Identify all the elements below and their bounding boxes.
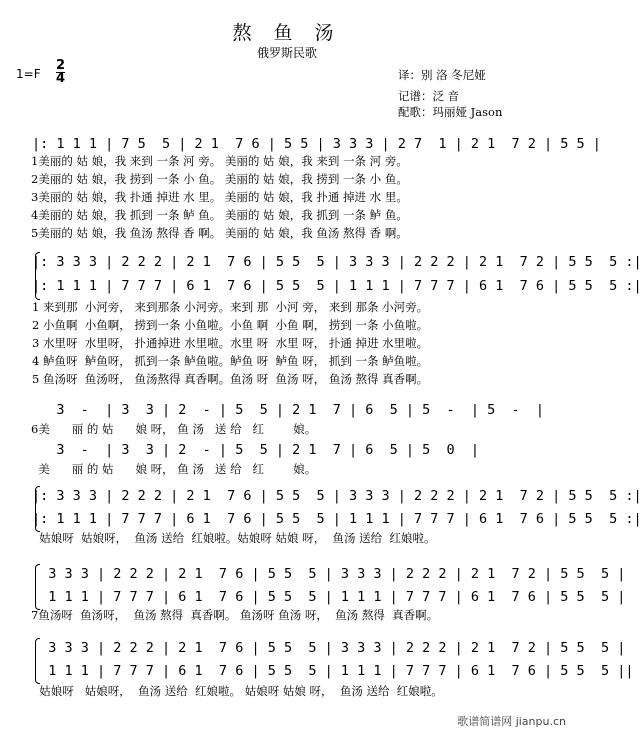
credit-translators: 译：别 洛 冬尼娅 [398, 68, 486, 82]
key-signature: 1=F [16, 67, 41, 81]
lyric-line: 姑娘呀 姑娘呀， 鱼汤 送给 红娘啦。姑娘呀 姑娘 呀， 鱼汤 送给 红娘啦。 [32, 531, 436, 545]
staff-line-lower: |: 1 1 1 | 7 7 7 | 6 1 7 6 | 5 5 5 | 1 1 1 | 7 7 7 | 6 1 7 6 | 5 5 5 :| [32, 278, 642, 294]
lyric-line: 美 丽 的 姑 娘 呀， 鱼 汤 送 给 红 娘。 [31, 462, 317, 476]
staff-line-lower: 1 1 1 | 7 7 7 | 6 1 7 6 | 5 5 5 | 1 1 1 | 7 7 7 | 6 1 7 6 | 5 5 5 || [32, 663, 634, 679]
lyric-line: 1 来到那 小河旁， 来到那条 小河旁。来到 那 小河 旁， 来到 那条 小河旁。 [32, 300, 429, 314]
staff-line-upper: 3 3 3 | 2 2 2 | 2 1 7 6 | 5 5 5 | 3 3 3 | 2 2 2 | 2 1 7 2 | 5 5 5 | [32, 640, 626, 656]
credit-notation: 记谱：泛 音 [398, 89, 460, 103]
time-signature [56, 60, 65, 85]
lyric-line: 4美丽的 姑 娘，我 抓到 一条 鲈 鱼。 美丽的 姑 娘，我 抓到 一条 鲈 鱼。 [31, 208, 408, 222]
lyric-line: 5美丽的 姑 娘，我 鱼汤 熬得 香 啊。 美丽的 姑 娘，我 鱼汤 熬得 香 啊。 [31, 226, 408, 240]
lyric-line: 6美 丽 的 姑 娘 呀， 鱼 汤 送 给 红 娘。 [31, 422, 317, 436]
staff-line: |: 1 1 1 | 7 5 5 | 2 1 7 6 | 5 5 | 3 3 3 | 2 7 1 | 2 1 7 2 | 5 5 | [32, 136, 601, 152]
lyric-line: 4 鲈鱼呀 鲈鱼呀， 抓到一条 鲈鱼啦。鲈鱼 呀 鲈鱼 呀， 抓到 一条 鲈鱼啦。 [32, 354, 429, 368]
page-subtitle: 俄罗斯民歌 [256, 46, 317, 60]
lyric-line: 2 小鱼啊 小鱼啊， 捞到一条 小鱼啦。小鱼 啊 小鱼 啊， 捞到 一条 小鱼啦。 [32, 318, 429, 332]
lyric-line: 5 鱼汤呀 鱼汤呀， 鱼汤熬得 真香啊。鱼汤 呀 鱼汤 呀， 鱼汤 熬得 真香啊。 [32, 372, 429, 386]
lyric-line: 2美丽的 姑 娘，我 捞到 一条 小 鱼。 美丽的 姑 娘，我 捞到 一条 小 鱼。 [31, 172, 408, 186]
lyric-line: 7鱼汤呀 鱼汤呀， 鱼汤 熬得 真香啊。 鱼汤呀 鱼汤 呀， 鱼汤 熬得 真香啊。 [31, 608, 439, 622]
staff-line: 3 - | 3 3 | 2 - | 5 5 | 2 1 7 | 6 5 | 5 0 | [32, 442, 480, 458]
site-watermark: 歌谱简谱网 jianpu.cn [457, 715, 566, 728]
staff-line: 3 - | 3 3 | 2 - | 5 5 | 2 1 7 | 6 5 | 5 - | 5 - | [32, 402, 545, 418]
page-title: 熬 鱼 汤 [232, 22, 342, 44]
lyric-line: 3美丽的 姑 娘，我 扑通 掉进 水 里。 美丽的 姑 娘，我 扑通 掉进 水 里。 [31, 190, 408, 204]
lyric-line: 1美丽的 姑 娘，我 来到 一条 河 旁。 美丽的 姑 娘，我 来到 一条 河 旁。 [31, 154, 408, 168]
time-signature-bottom: 4 [56, 71, 66, 86]
credit-arranger: 配歌：玛丽娅 Jason [398, 105, 503, 119]
lyric-line: 姑娘呀 姑娘呀， 鱼汤 送给 红娘啦。 姑娘呀 姑娘 呀， 鱼汤 送给 红娘啦。 [32, 684, 443, 698]
time-signature-top: 2 [56, 58, 66, 73]
staff-line-lower: |: 1 1 1 | 7 7 7 | 6 1 7 6 | 5 5 5 | 1 1 1 | 7 7 7 | 6 1 7 6 | 5 5 5 :| [32, 511, 642, 527]
staff-line-lower: 1 1 1 | 7 7 7 | 6 1 7 6 | 5 5 5 | 1 1 1 | 7 7 7 | 6 1 7 6 | 5 5 5 | [32, 589, 626, 605]
staff-line-upper: |: 3 3 3 | 2 2 2 | 2 1 7 6 | 5 5 5 | 3 3 3 | 2 2 2 | 2 1 7 2 | 5 5 5 :| [32, 488, 642, 504]
staff-line-upper: 3 3 3 | 2 2 2 | 2 1 7 6 | 5 5 5 | 3 3 3 | 2 2 2 | 2 1 7 2 | 5 5 5 | [32, 566, 626, 582]
staff-line-upper: |: 3 3 3 | 2 2 2 | 2 1 7 6 | 5 5 5 | 3 3 3 | 2 2 2 | 2 1 7 2 | 5 5 5 :| [32, 254, 642, 270]
lyric-line: 3 水里呀 水里呀， 扑通掉进 水里啦。水里 呀 水里 呀， 扑通 掉进 水里啦。 [32, 336, 429, 350]
